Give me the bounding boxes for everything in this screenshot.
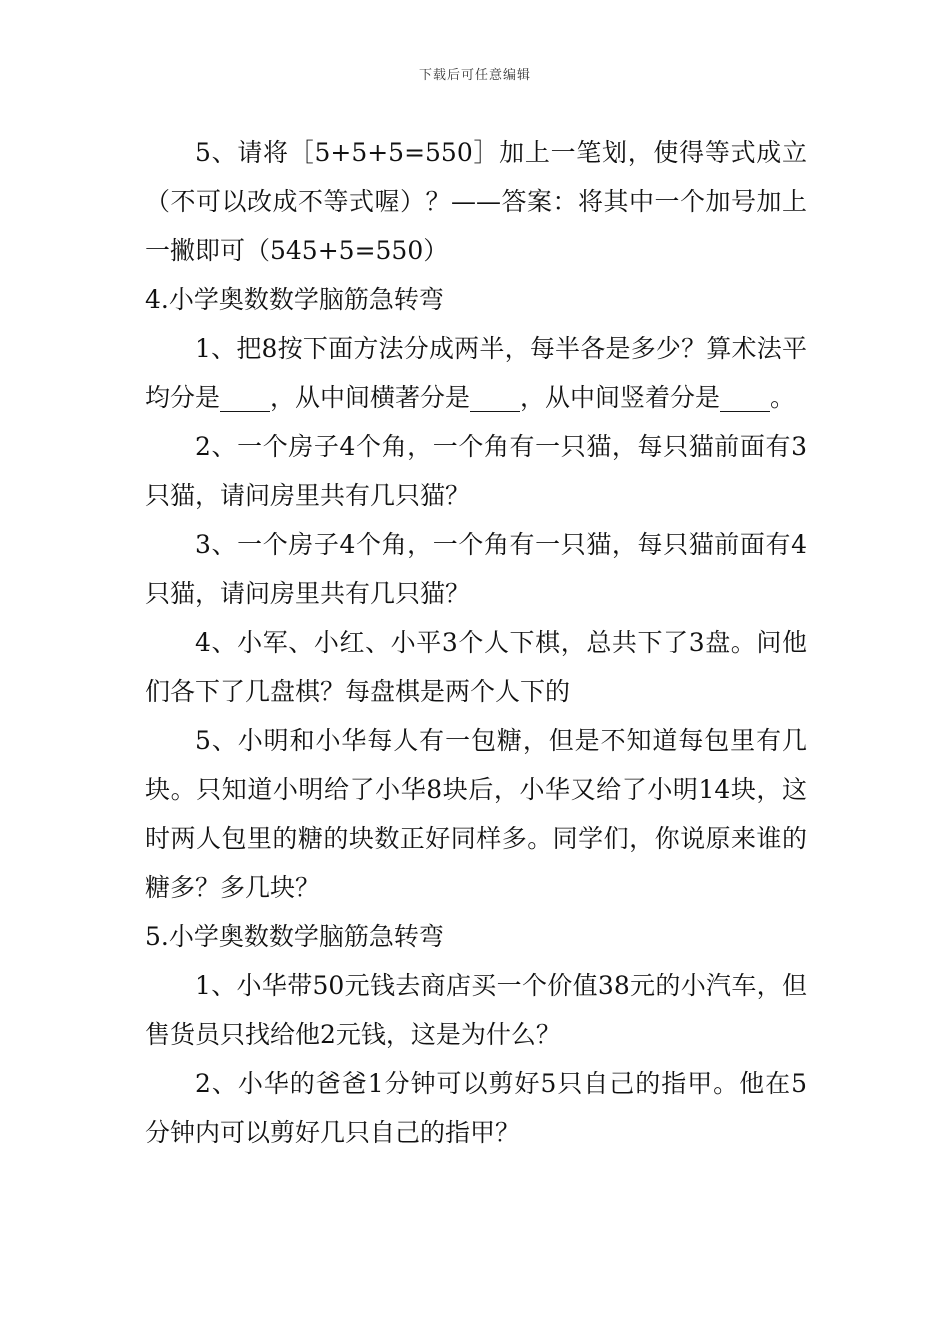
paragraph-4: 3、一个房子4个角，一个角有一只猫，每只猫前面有4只猫，请问房里共有几只猫？ <box>145 530 807 608</box>
section-heading-5: 5.小学奥数数学脑筋急转弯 <box>145 922 444 951</box>
page-header: 下载后可任意编辑 <box>418 68 531 83</box>
paragraph-7: 1、小华带50元钱去商店买一个价值38元的小汽车，但售货员只找给他2元钱，这是为什么？ <box>145 971 807 1049</box>
paragraph-3: 2、一个房子4个角，一个角有一只猫，每只猫前面有3只猫，请问房里共有几只猫？ <box>145 432 807 510</box>
section-heading-4: 4.小学奥数数学脑筋急转弯 <box>145 285 444 314</box>
paragraph-8: 2、小华的爸爸1分钟可以剪好5只自己的指甲。他在5分钟内可以剪好几只自己的指甲？ <box>145 1069 807 1147</box>
paragraph-2: 1、把8按下面方法分成两半，每半各是多少？算术法平均分是____，从中间横著分是____，从中间竖着分是____。 <box>145 334 807 412</box>
document-body <box>145 128 807 1157</box>
paragraph-1: 5、请将［5+5+5=550］加上一笔划，使得等式成立（不可以改成不等式喔）？——答案：将其中一个加号加上一撇即可（545+5=550） <box>145 138 807 265</box>
paragraph-5: 4、小军、小红、小平3个人下棋，总共下了3盘。问他们各下了几盘棋？每盘棋是两个人下的 <box>145 628 807 706</box>
paragraph-6: 5、小明和小华每人有一包糖，但是不知道每包里有几块。只知道小明给了小华8块后，小华又给了小明14块，这时两人包里的糖的块数正好同样多。同学们，你说原来谁的糖多？多几块？ <box>145 726 807 902</box>
